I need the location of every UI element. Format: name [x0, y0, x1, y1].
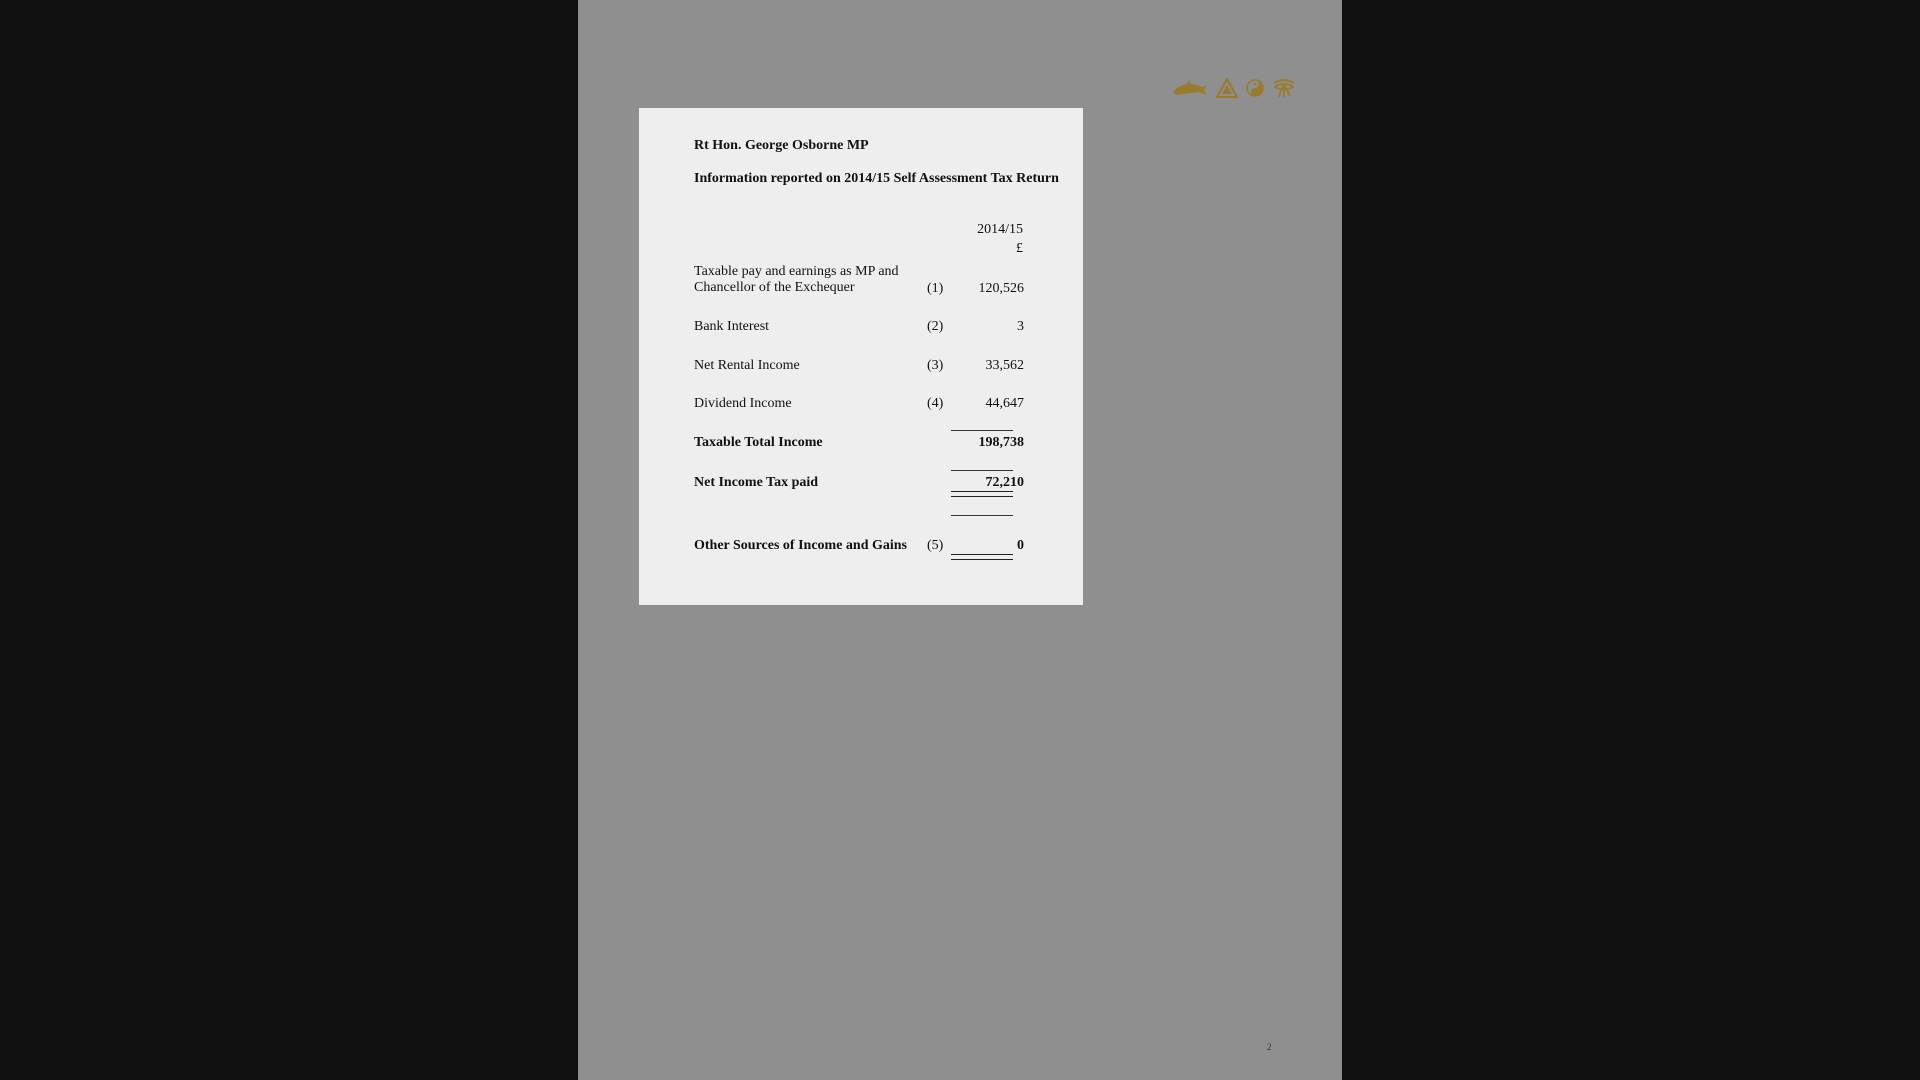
- row-label-line1: Taxable pay and earnings as MP and: [694, 264, 899, 279]
- row-value: 44,647: [985, 396, 1024, 411]
- table-row: [694, 319, 1024, 339]
- table-row: [694, 358, 1024, 378]
- row-label: Dividend Income: [694, 396, 792, 411]
- table-row: [694, 281, 1024, 301]
- subtotal-rule: [951, 430, 1013, 431]
- yin-yang-icon: [1246, 79, 1264, 97]
- eye-of-horus-icon: [1272, 78, 1296, 98]
- tax-paid-label: Net Income Tax paid: [694, 475, 819, 490]
- pyramid-icon: [1216, 78, 1238, 98]
- logo-group: [1172, 78, 1296, 98]
- row-label: Bank Interest: [694, 319, 770, 334]
- row-note: (2): [927, 319, 944, 334]
- row-value: 120,526: [978, 281, 1024, 296]
- tax-return-sheet: [639, 108, 1083, 605]
- row-label: Net Rental Income: [694, 358, 800, 373]
- row-note: (4): [927, 396, 944, 411]
- column-year-header: 2014/15: [977, 222, 1023, 237]
- other-income-label: Other Sources of Income and Gains: [694, 538, 907, 553]
- other-income-value: 0: [1017, 538, 1024, 553]
- column-unit-header: £: [1016, 241, 1023, 256]
- other-income-note: (5): [927, 538, 944, 553]
- dolphin-icon: [1172, 79, 1208, 97]
- row-note: (3): [927, 358, 944, 373]
- tax-paid-double-rule: [951, 491, 1013, 497]
- tax-rule-top: [951, 470, 1013, 471]
- document-title: Rt Hon. George Osborne MP: [694, 138, 869, 153]
- total-income-row: [694, 435, 1024, 455]
- table-row: [694, 396, 1024, 416]
- tax-paid-value: 72,210: [985, 475, 1024, 490]
- row-label-line2: Chancellor of the Exchequer: [694, 280, 855, 295]
- total-income-label: Taxable Total Income: [694, 435, 823, 450]
- document-subtitle: Information reported on 2014/15 Self Assessment Tax Return: [694, 171, 1059, 186]
- total-income-value: 198,738: [978, 435, 1024, 450]
- row-value: 33,562: [985, 358, 1024, 373]
- row-value: 3: [1017, 319, 1024, 334]
- page-number: 2: [1267, 1042, 1272, 1052]
- other-double-rule: [951, 554, 1013, 560]
- other-rule-top: [951, 515, 1013, 516]
- document-page: [578, 0, 1342, 1080]
- row-note: (1): [927, 281, 944, 296]
